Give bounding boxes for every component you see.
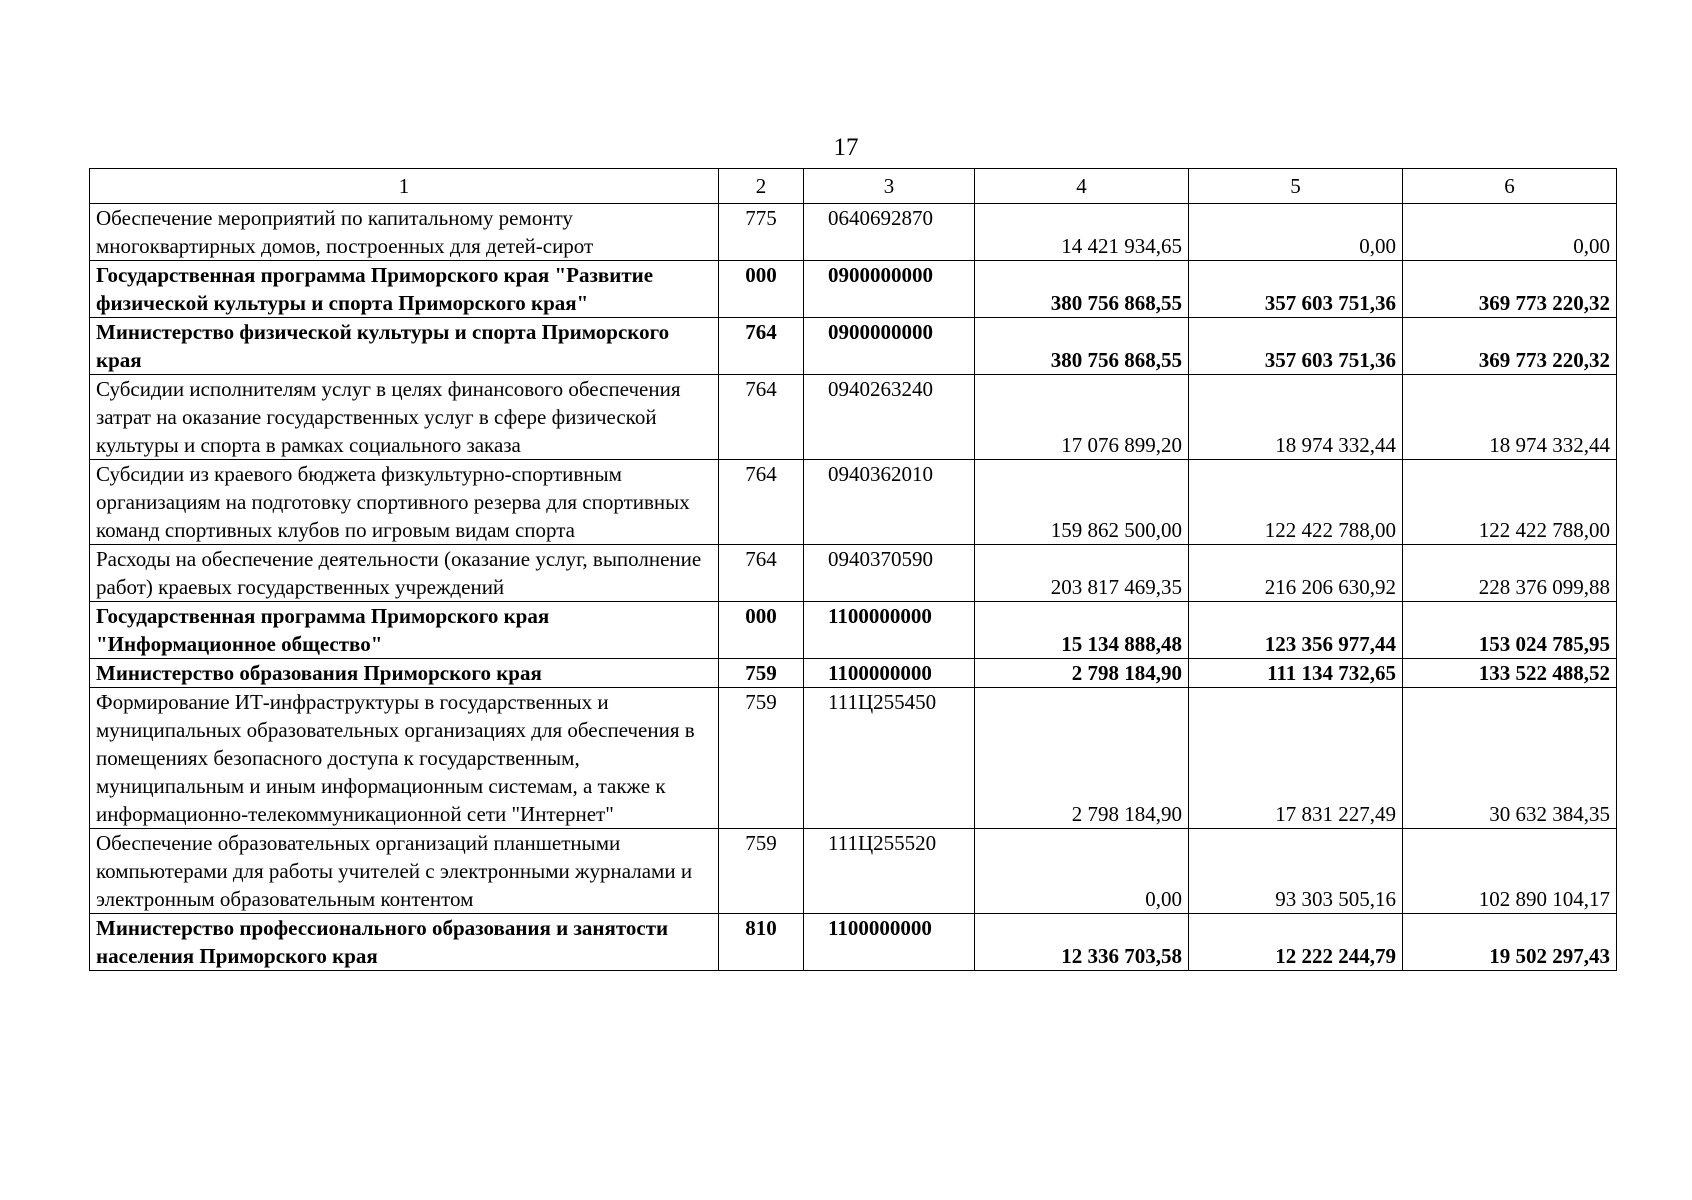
table-header-row <box>90 169 1617 204</box>
row-target-code: 111Ц255520 <box>804 829 975 914</box>
row-value-year1: 380 756 868,55 <box>975 318 1189 375</box>
table-row <box>90 659 1617 688</box>
column-header: 2 <box>719 169 804 204</box>
table-row <box>90 545 1617 602</box>
row-name: Министерство физической культуры и спорта Приморского края <box>90 318 719 375</box>
column-header: 4 <box>975 169 1189 204</box>
row-target-code: 111Ц255450 <box>804 688 975 829</box>
row-value-year1: 0,00 <box>975 829 1189 914</box>
row-value-year2: 123 356 977,44 <box>1189 602 1403 659</box>
row-grbs-code: 810 <box>719 914 804 971</box>
row-target-code: 0900000000 <box>804 261 975 318</box>
row-target-code: 1100000000 <box>804 602 975 659</box>
row-value-year3: 122 422 788,00 <box>1403 460 1617 545</box>
table-row <box>90 318 1617 375</box>
row-value-year1: 159 862 500,00 <box>975 460 1189 545</box>
row-value-year3: 369 773 220,32 <box>1403 261 1617 318</box>
row-name: Субсидии из краевого бюджета физкультурно-спортивным организациям на подготовку спортивного резерва для спортивных команд спортивных клубов по игровым видам спорта <box>90 460 719 545</box>
table-row <box>90 261 1617 318</box>
row-value-year1: 380 756 868,55 <box>975 261 1189 318</box>
row-name: Государственная программа Приморского края "Информационное общество" <box>90 602 719 659</box>
row-name: Обеспечение мероприятий по капитальному ремонту многоквартирных домов, построенных для детей-сирот <box>90 204 719 261</box>
row-value-year3: 228 376 099,88 <box>1403 545 1617 602</box>
row-grbs-code: 000 <box>719 602 804 659</box>
row-grbs-code: 759 <box>719 688 804 829</box>
row-name: Министерство образования Приморского края <box>90 659 719 688</box>
table-row <box>90 688 1617 829</box>
page-number: 17 <box>833 134 859 161</box>
table-row <box>90 460 1617 545</box>
row-value-year3: 102 890 104,17 <box>1403 829 1617 914</box>
row-value-year2: 357 603 751,36 <box>1189 318 1403 375</box>
row-value-year2: 122 422 788,00 <box>1189 460 1403 545</box>
row-grbs-code: 764 <box>719 375 804 460</box>
row-value-year3: 19 502 297,43 <box>1403 914 1617 971</box>
row-value-year2: 111 134 732,65 <box>1189 659 1403 688</box>
budget-table <box>89 168 1617 971</box>
row-grbs-code: 775 <box>719 204 804 261</box>
row-value-year1: 15 134 888,48 <box>975 602 1189 659</box>
row-target-code: 0940362010 <box>804 460 975 545</box>
table-row <box>90 914 1617 971</box>
row-value-year3: 18 974 332,44 <box>1403 375 1617 460</box>
row-grbs-code: 764 <box>719 545 804 602</box>
row-value-year1: 17 076 899,20 <box>975 375 1189 460</box>
row-value-year1: 203 817 469,35 <box>975 545 1189 602</box>
row-value-year1: 2 798 184,90 <box>975 688 1189 829</box>
row-target-code: 0640692870 <box>804 204 975 261</box>
row-value-year1: 2 798 184,90 <box>975 659 1189 688</box>
row-name: Субсидии исполнителям услуг в целях финансового обеспечения затрат на оказание государственных услуг в сфере физической культуры и спорта в рамках социального заказа <box>90 375 719 460</box>
table-row <box>90 602 1617 659</box>
row-name: Расходы на обеспечение деятельности (оказание услуг, выполнение работ) краевых государственных учреждений <box>90 545 719 602</box>
row-value-year3: 30 632 384,35 <box>1403 688 1617 829</box>
row-name: Государственная программа Приморского края "Развитие физической культуры и спорта Приморского края" <box>90 261 719 318</box>
table-row <box>90 375 1617 460</box>
table-row <box>90 204 1617 261</box>
row-value-year1: 12 336 703,58 <box>975 914 1189 971</box>
column-header: 3 <box>804 169 975 204</box>
row-target-code: 1100000000 <box>804 659 975 688</box>
table-row <box>90 829 1617 914</box>
row-value-year2: 18 974 332,44 <box>1189 375 1403 460</box>
row-value-year1: 14 421 934,65 <box>975 204 1189 261</box>
row-target-code: 0940263240 <box>804 375 975 460</box>
row-grbs-code: 764 <box>719 460 804 545</box>
row-name: Формирование ИТ-инфраструктуры в государственных и муниципальных образовательных организациях для обеспечения в помещениях безопасного доступа к государственным, муниципальным и иным информационным системам, а также к информационно-телекоммуникационной сети "Интернет" <box>90 688 719 829</box>
row-value-year2: 17 831 227,49 <box>1189 688 1403 829</box>
row-value-year3: 0,00 <box>1403 204 1617 261</box>
row-grbs-code: 759 <box>719 829 804 914</box>
column-header: 1 <box>90 169 719 204</box>
row-name: Обеспечение образовательных организаций планшетными компьютерами для работы учителей с электронными журналами и электронным образовательным контентом <box>90 829 719 914</box>
row-target-code: 0940370590 <box>804 545 975 602</box>
row-target-code: 0900000000 <box>804 318 975 375</box>
row-value-year3: 133 522 488,52 <box>1403 659 1617 688</box>
row-value-year2: 12 222 244,79 <box>1189 914 1403 971</box>
row-grbs-code: 000 <box>719 261 804 318</box>
row-name: Министерство профессионального образования и занятости населения Приморского края <box>90 914 719 971</box>
column-header: 6 <box>1403 169 1617 204</box>
row-grbs-code: 764 <box>719 318 804 375</box>
row-value-year2: 93 303 505,16 <box>1189 829 1403 914</box>
row-grbs-code: 759 <box>719 659 804 688</box>
row-value-year2: 0,00 <box>1189 204 1403 261</box>
row-value-year3: 153 024 785,95 <box>1403 602 1617 659</box>
row-target-code: 1100000000 <box>804 914 975 971</box>
row-value-year2: 357 603 751,36 <box>1189 261 1403 318</box>
column-header: 5 <box>1189 169 1403 204</box>
row-value-year3: 369 773 220,32 <box>1403 318 1617 375</box>
row-value-year2: 216 206 630,92 <box>1189 545 1403 602</box>
